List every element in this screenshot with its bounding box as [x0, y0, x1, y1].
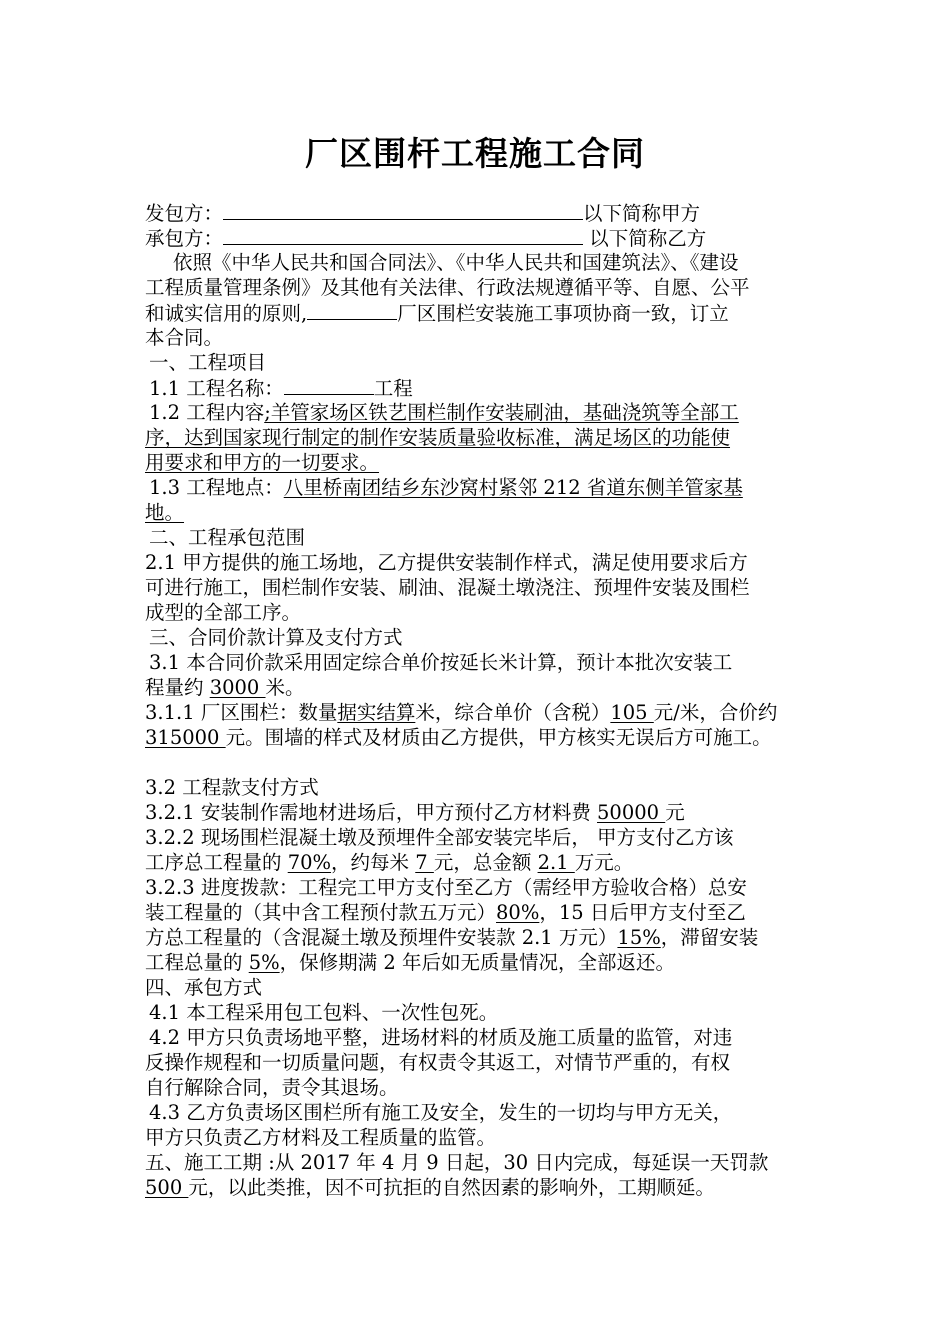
line-text: 3.2 工程款支付方式 [145, 776, 319, 799]
line-text: 1.1 工程名称： [149, 377, 284, 400]
contract-line [145, 1125, 496, 1150]
line-text: 4.3 乙方负责场区围栏所有施工及安全，发生的一切均与甲方无关， [149, 1101, 733, 1124]
underlined-text: 2.1 [537, 851, 575, 874]
underlined-text: 用要求和甲方的一切要求。 [145, 451, 380, 474]
line-text: 1.2 工程内容 [149, 401, 265, 424]
contract-line [145, 500, 184, 525]
contract-line [145, 300, 729, 326]
line-text: 二、工程承包范围 [149, 526, 306, 549]
line-text: 3.2.3 进度拨款：工程完工甲方支付至乙方（需经甲方验收合格）总安 [145, 876, 747, 899]
contract-line [145, 800, 685, 825]
contract-line [173, 250, 739, 275]
contract-line [145, 1050, 730, 1075]
line-text: 元/米，合价约 [653, 701, 778, 724]
line-text: 装工程量的（其中含工程预付款五万元） [145, 901, 497, 924]
contract-line [145, 1175, 715, 1200]
contract-line [145, 550, 748, 575]
contract-line [149, 1000, 498, 1025]
contract-line [145, 700, 777, 725]
line-text: ，滞留安装 [660, 926, 759, 949]
line-text: 1.3 工程地点： [149, 476, 284, 499]
underlined-text: 3000 [209, 676, 266, 699]
line-text: 厂区围栏安装施工事项协商一致，订立 [397, 302, 729, 325]
fill-in-blank [284, 375, 374, 395]
line-text: 元 [665, 801, 685, 824]
line-text: 三、合同价款计算及支付方式 [149, 626, 403, 649]
line-text: 承包方： [145, 227, 224, 250]
document-title: 厂区围杆工程施工合同 [305, 134, 645, 173]
contract-line [145, 725, 772, 750]
contract-line [149, 400, 739, 425]
contract-line [149, 525, 305, 550]
contract-line [149, 350, 266, 375]
line-text: 程量约 [145, 676, 210, 699]
line-text: 依照《中华人民共和国合同法》、《中华人民共和国建筑法》、《建设 [173, 251, 739, 274]
line-text: 万元。 [574, 851, 634, 874]
contract-line [145, 950, 675, 975]
underlined-text: 5% [248, 951, 280, 974]
contract-line [149, 625, 403, 650]
line-text: 元，总金额 [433, 851, 538, 874]
line-text: ，15 日后甲方支付至乙 [539, 901, 746, 924]
underlined-text: 500 [145, 1176, 189, 1199]
line-text: 工程质量管理条例》及其他有关法律、行政法规遵循平等、自愿、公平 [145, 276, 750, 299]
underlined-text: 15% [617, 926, 661, 949]
line-text: 元，以此类推，因不可抗拒的自然因素的影响外，工期顺延。 [188, 1176, 715, 1199]
contract-line [145, 600, 301, 625]
line-text: 3.1 本合同价款采用固定综合单价按延长米计算，预计本批次安装工 [149, 651, 733, 674]
contract-line [145, 275, 750, 300]
contract-line [149, 475, 743, 500]
line-text: 4.1 本工程采用包工包料、一次性包死。 [149, 1001, 499, 1024]
line-text: 成型的全部工序。 [145, 601, 302, 624]
contract-line [145, 225, 706, 251]
contract-line [145, 1075, 399, 1100]
contract-line [149, 650, 732, 675]
underlined-text: 50000 [597, 801, 666, 824]
fill-in-blank [307, 300, 397, 320]
line-text: 方总工程量的（含混凝土墩及预埋件安装款 2.1 万元） [145, 926, 618, 949]
contract-line [145, 450, 379, 475]
contract-line [145, 875, 747, 900]
line-text: 发包方： [145, 202, 224, 225]
line-text: 3.1.1 厂区围栏：数量 [145, 701, 338, 724]
line-text: 3.2.1 安装制作需地材进场后，甲方预付乙方材料费 [145, 801, 598, 824]
line-text: 一、工程项目 [149, 351, 267, 374]
underlined-text: 80% [496, 901, 540, 924]
underlined-text: 地。 [145, 501, 185, 524]
fill-in-blank [223, 225, 583, 245]
contract-line [145, 675, 305, 700]
underlined-text: 序，达到国家现行制定的制作安装质量验收标准，满足场区的功能使 [145, 426, 731, 449]
contract-line [145, 1150, 768, 1175]
line-text: 2.1 甲方提供的施工场地，乙方提供安装制作样式，满足使用要求后方 [145, 551, 748, 574]
line-text: ，约每米 [331, 851, 416, 874]
contract-line [145, 575, 750, 600]
line-text: ，保修期满 2 年后如无质量情况，全部返还。 [279, 951, 675, 974]
underlined-text: 据实结算 [337, 701, 416, 724]
line-text: 米。 [265, 676, 305, 699]
line-text: 和诚实信用的原则, [145, 302, 308, 325]
contract-line [145, 425, 730, 450]
underlined-text: 7 [415, 851, 434, 874]
line-text: 4.2 甲方只负责场地平整，进场材料的材质及施工质量的监管，对违 [149, 1026, 733, 1049]
line-text: 反操作规程和一切质量问题，有权责令其返工，对情节严重的，有权 [145, 1051, 731, 1074]
line-text: 以下简称甲方 [583, 202, 701, 225]
contract-line [145, 200, 700, 226]
contract-line [145, 975, 262, 1000]
contract-line [149, 375, 413, 401]
line-text: 甲方只负责乙方材料及工程质量的监管。 [145, 1126, 497, 1149]
line-text: 自行解除合同，责令其退场。 [145, 1076, 399, 1099]
line-text: 米，综合单价（含税） [415, 701, 611, 724]
line-text: 3.2.2 现场围栏混凝土墩及预埋件全部安装完毕后， 甲方支付乙方该 [145, 826, 734, 849]
line-text: 元。围墙的样式及材质由乙方提供，甲方核实无误后方可施工。 [225, 726, 772, 749]
underlined-text: 八里桥南团结乡东沙窝村紧邻 212 省道东侧羊管家基 [283, 476, 743, 499]
line-text: 五、施工工期 :从 2017 年 4 月 9 日起，30 日内完成，每延误一天罚款 [145, 1151, 769, 1174]
fill-in-blank [223, 200, 583, 220]
contract-line [145, 900, 746, 925]
contract-line [145, 775, 319, 800]
line-text: 工程总量的 [145, 951, 249, 974]
underlined-text: 70% [287, 851, 332, 874]
contract-line [145, 325, 223, 350]
contract-line [149, 1025, 732, 1050]
line-text: 四、承包方式 [145, 976, 263, 999]
line-text: 工程 [373, 377, 413, 400]
contract-line [149, 1100, 732, 1125]
line-text: 工序总工程量的 [145, 851, 288, 874]
contract-line [145, 850, 633, 875]
line-text: 以下简称乙方 [583, 227, 707, 250]
contract-line [145, 825, 734, 850]
underlined-text: 105 [610, 701, 654, 724]
underlined-text: 315000 [145, 726, 226, 749]
line-text: 可进行施工，围栏制作安装、刷油、混凝土墩浇注、预埋件安装及围栏 [145, 576, 750, 599]
underlined-text: ;羊管家场区铁艺围栏制作安装刷油，基础浇筑等全部工 [264, 401, 739, 424]
line-text: 本合同。 [145, 326, 224, 349]
contract-line [145, 925, 758, 950]
